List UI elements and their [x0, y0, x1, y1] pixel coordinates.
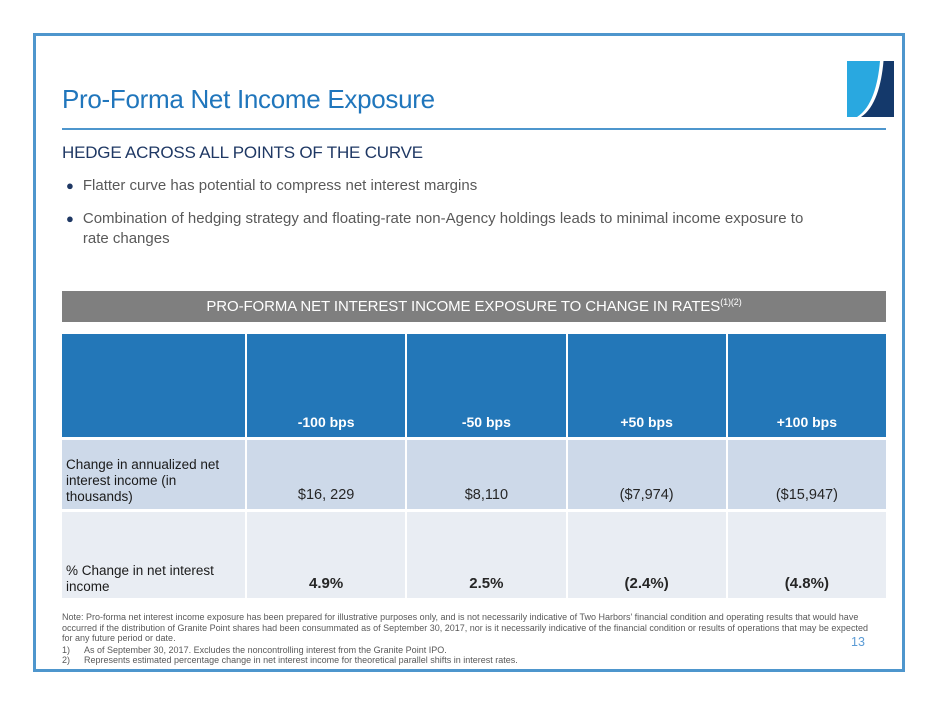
exposure-table — [62, 334, 886, 598]
bullet-dot-icon: ● — [66, 211, 74, 226]
page-number: 13 — [851, 635, 865, 649]
footnote-number: 2) — [62, 655, 71, 665]
footnote-item — [62, 655, 880, 666]
table-cell: (2.4%) — [568, 512, 726, 598]
bullet-list — [66, 176, 836, 262]
section-heading: HEDGE ACROSS ALL POINTS OF THE CURVE — [62, 143, 423, 162]
note-text: Note: Pro-forma net interest income exposure has been prepared for illustrative purposes only, and is not necessarily indicative of Two Harbors' financial condition and operating results that would have occurred if the distribution of Granite Point shares had been consummated as of September 30, 2017, nor is it necessarily indicative of the financial condition or results of operations that may be expected for any future period or date. — [62, 612, 868, 643]
table-cell: (4.8%) — [728, 512, 886, 598]
bullet-text: Flatter curve has potential to compress net interest margins — [82, 177, 478, 194]
column-header: +50 bps — [568, 334, 726, 437]
banner-footnote-refs: (1)(2) — [720, 297, 742, 307]
bullet-text: Combination of hedging strategy and floating-rate non-Agency holdings leads to minimal income exposure to rate changes — [82, 210, 804, 247]
bullet-dot-icon: ● — [66, 178, 74, 193]
footnote-item — [62, 645, 880, 656]
table-cell: $8,110 — [407, 440, 565, 509]
column-header: +100 bps — [728, 334, 886, 437]
footnote-text: Represents estimated percentage change in net interest income for theoretical parallel shifts in interest rates. — [84, 655, 518, 665]
table-cell: ($7,974) — [568, 440, 726, 509]
row-label: % Change in net interest income — [62, 512, 245, 598]
footnote-text: As of September 30, 2017. Excludes the noncontrolling interest from the Granite Point IPO. — [84, 644, 447, 655]
table-cell: 2.5% — [407, 512, 565, 598]
footnotes — [62, 612, 880, 666]
title-divider — [62, 128, 886, 130]
table-cell: $16, 229 — [247, 440, 405, 509]
table-cell: 4.9% — [247, 512, 405, 598]
footnote-number: 1) — [62, 644, 71, 655]
slide-frame — [33, 33, 905, 672]
bullet-item — [66, 176, 836, 196]
banner-text: PRO-FORMA NET INTEREST INCOME EXPOSURE TO CHANGE IN RATES — [206, 298, 721, 315]
two-harbors-logo-icon — [847, 61, 894, 117]
table-corner-cell — [62, 334, 245, 437]
bullet-item — [66, 209, 836, 249]
column-header: -100 bps — [247, 334, 405, 437]
row-label: Change in annualized net interest income (in thousands) — [62, 440, 245, 509]
table-banner — [62, 291, 886, 322]
slide-title: Pro-Forma Net Income Exposure — [62, 84, 435, 114]
table-cell: ($15,947) — [728, 440, 886, 509]
column-header: -50 bps — [407, 334, 565, 437]
